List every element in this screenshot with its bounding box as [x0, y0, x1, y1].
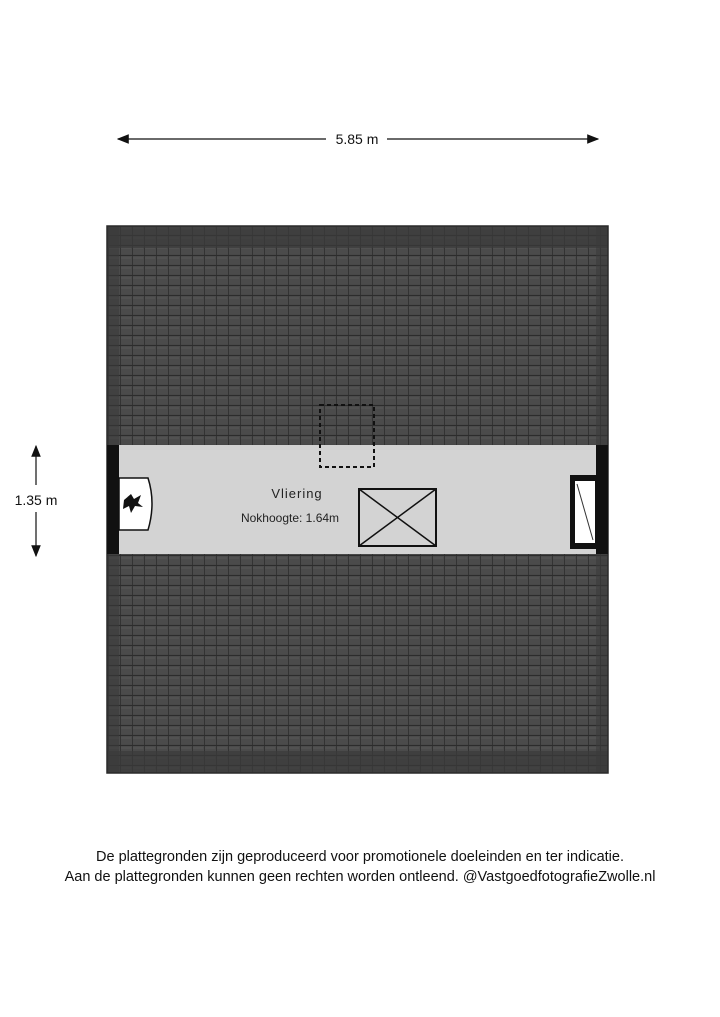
roof-top	[107, 226, 608, 445]
room-vliering	[107, 445, 608, 554]
height-label: 1.35 m	[14, 492, 58, 508]
roof-bottom	[107, 554, 608, 773]
room-name: Vliering	[271, 486, 323, 501]
width-dimension	[118, 131, 598, 147]
ridge-height-label: Nokhoogte: 1.64m	[240, 511, 340, 525]
disclaimer-line-2: Aan de plattegronden kunnen geen rechten worden ontleend. @VastgoedfotografieZwolle.nl	[64, 869, 656, 885]
ventilation-unit-icon	[119, 478, 152, 530]
left-wall	[107, 445, 119, 554]
height-dimension	[15, 446, 58, 556]
window-icon	[570, 475, 600, 549]
disclaimer-line-1: De plattegronden zijn geproduceerd voor promotionele doeleinden en ter indicatie.	[96, 849, 624, 865]
width-label: 5.85 m	[335, 131, 379, 147]
